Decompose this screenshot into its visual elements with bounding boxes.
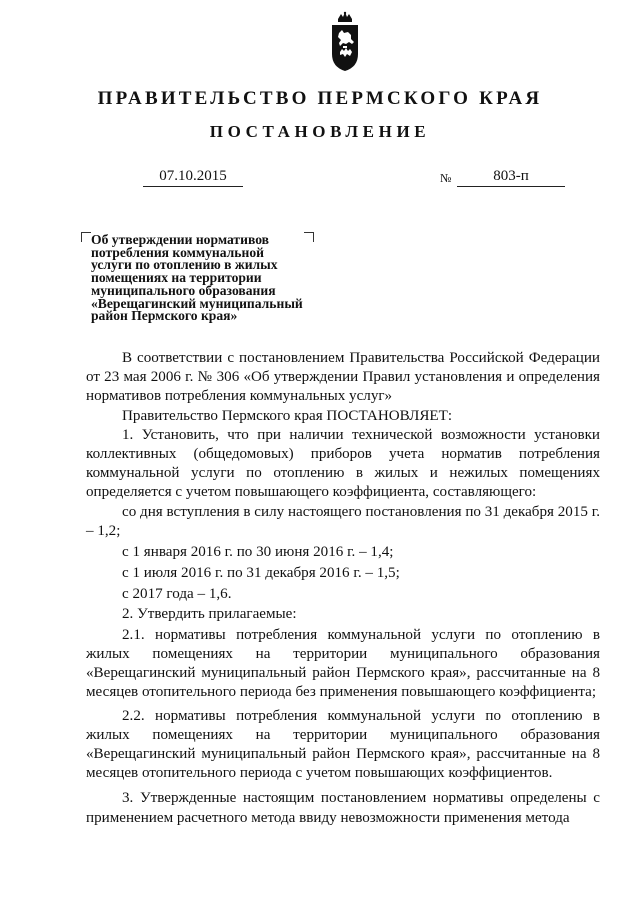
document-number: 803-п: [457, 167, 565, 187]
paragraph-preamble: В соответствии с постановлением Правительства Российской Федерации от 23 мая 2006 г. № 306 «Об утверждении Правил установления и определения нормативов потребления коммунальных услуг»: [86, 350, 600, 405]
number-sign: №: [440, 171, 452, 185]
paragraph-coefficient-2017: с 2017 года – 1,6.: [122, 586, 232, 603]
paragraph-item-2-2: 2.2. нормативы потребления коммунальной услуги по отоплению в жилых помещениях на территории муниципального образования «Верещагинский муниципальный район Пермского края», рассчитанные на 8 месяцев отопительного периода с учетом повышающих коэффициентов.: [86, 707, 600, 782]
paragraph-item-3: 3. Утвержденные настоящим постановлением нормативы определены с применением расчетного метода ввиду невозможности применения метода: [86, 790, 600, 826]
paragraph-coefficient-2016-h1: с 1 января 2016 г. по 30 июня 2016 г. – 1,4;: [122, 544, 394, 561]
subject-line: муниципального образования: [91, 282, 276, 298]
subject-line: потребления коммунальной: [91, 244, 264, 260]
subject-line: услуги по отоплению в жилых: [91, 257, 278, 273]
subject-corner-left: [81, 232, 91, 242]
government-title: ПРАВИТЕЛЬСТВО ПЕРМСКОГО КРАЯ: [97, 88, 543, 109]
paragraph-coefficient-2016-h2: с 1 июля 2016 г. по 31 декабря 2016 г. – 1,5;: [122, 565, 400, 582]
document-type: ПОСТАНОВЛЕНИЕ: [209, 122, 431, 141]
subject-line: район Пермского края»: [91, 308, 238, 324]
paragraph-item-2-1: 2.1. нормативы потребления коммунальной услуги по отоплению в жилых помещениях на территории муниципального образования «Верещагинский муниципальный район Пермского края», рассчитанные на 8 месяцев отопительного периода без применения повышающего коэффициента;: [86, 626, 600, 701]
document-date: 07.10.2015: [143, 167, 243, 187]
subject-line: «Верещагинский муниципальный: [91, 295, 303, 311]
subject-line: помещениях на территории: [91, 270, 262, 286]
document-body: [86, 349, 600, 828]
subject-line: Об утверждении нормативов: [91, 232, 269, 247]
paragraph-item-2: 2. Утвердить прилагаемые:: [122, 605, 297, 622]
paragraph-resolves: Правительство Пермского края ПОСТАНОВЛЯЕТ:: [122, 407, 453, 424]
paragraph-coefficient-2015: со дня вступления в силу настоящего постановления по 31 декабря 2015 г. – 1,2;: [86, 503, 600, 539]
paragraph-item-1: 1. Установить, что при наличии технической возможности установки коллективных (общедомовых) приборов учета норматив потребления коммунальной услуги по отоплению в жилых и нежилых помещениях определяется с учетом повышающего коэффициента, составляющего:: [86, 426, 600, 501]
perm-krai-coat-of-arms-icon: [331, 10, 359, 72]
document-subject: [91, 234, 341, 323]
